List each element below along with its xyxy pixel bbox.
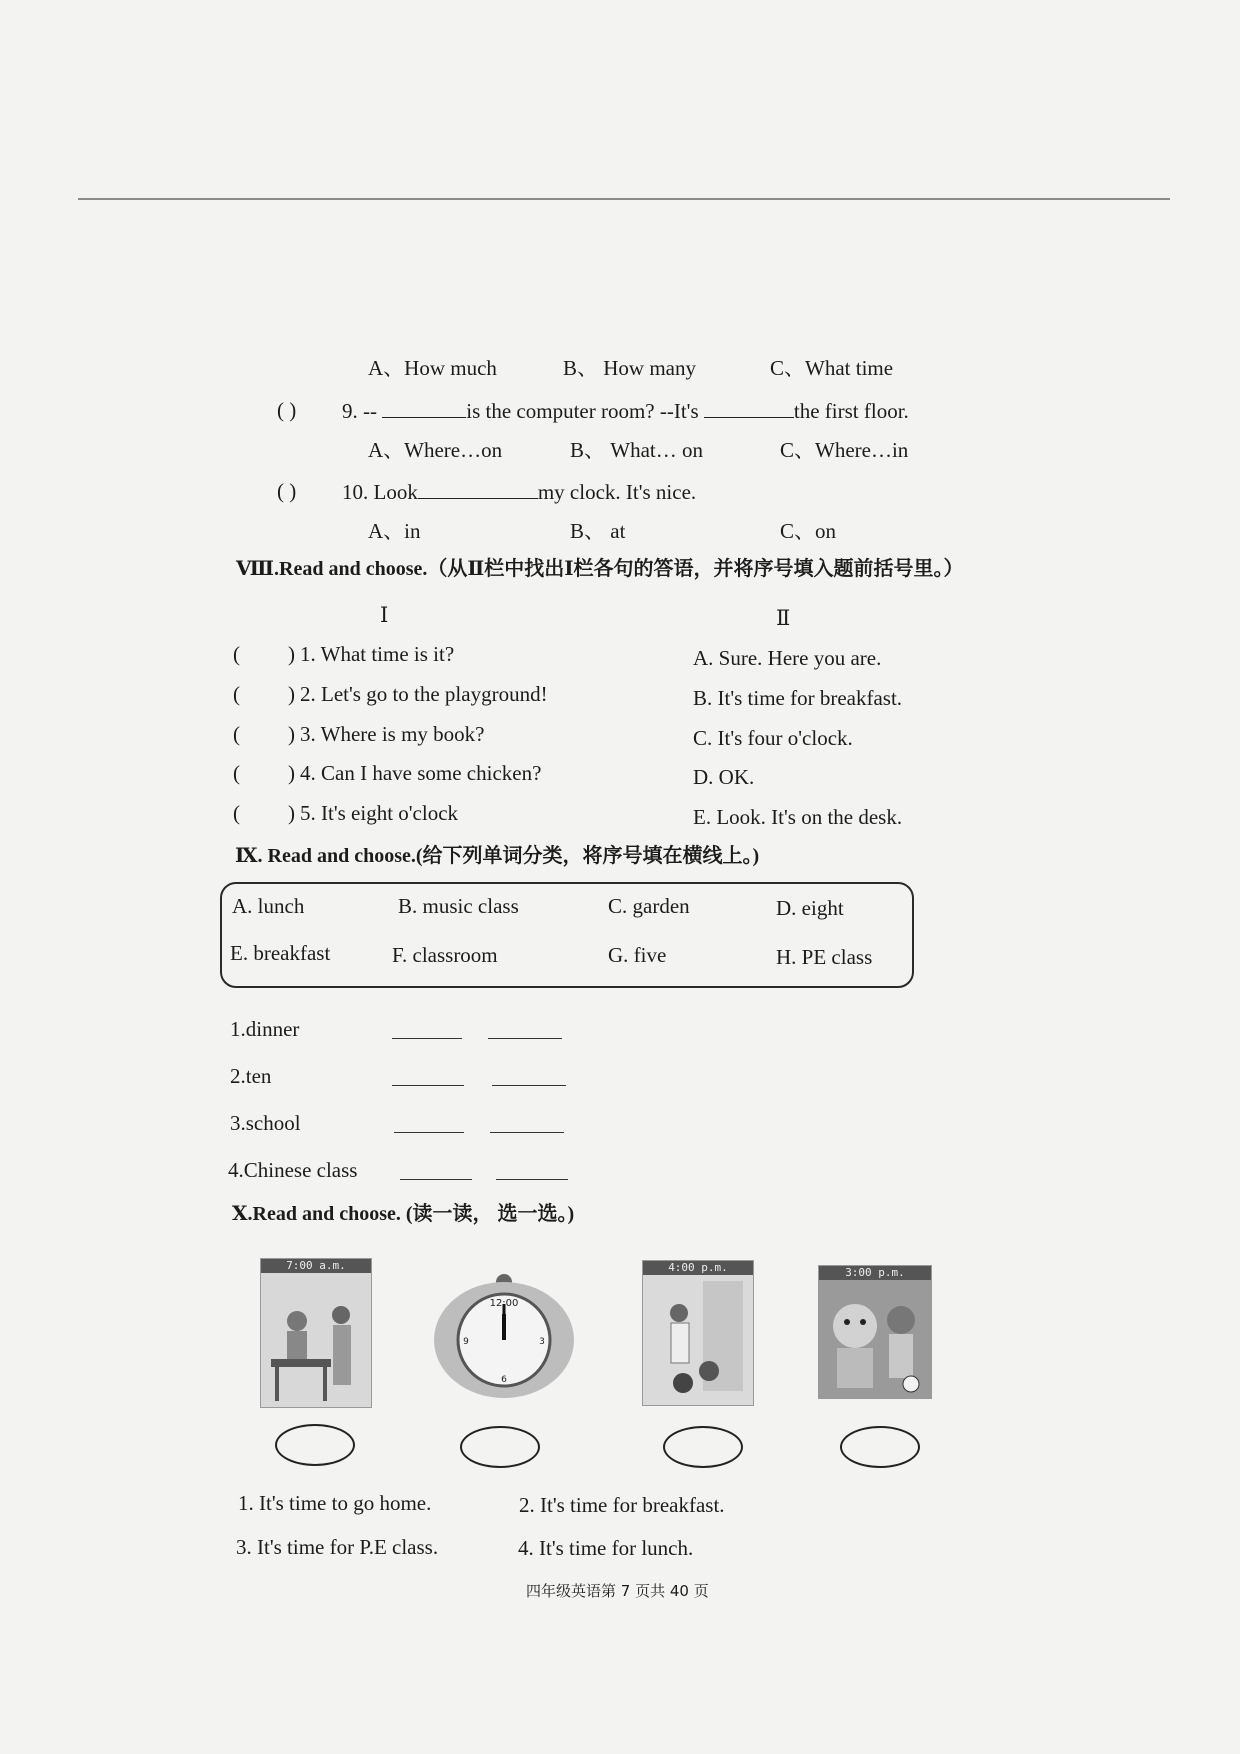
s8-q3-paren-close: ) bbox=[288, 722, 295, 746]
going-home-scene-icon bbox=[643, 1261, 753, 1405]
word-b: B. music class bbox=[398, 894, 519, 918]
picture-3 bbox=[642, 1260, 754, 1406]
category-3-label: 3.school bbox=[230, 1111, 301, 1135]
category-2-blank-1[interactable] bbox=[392, 1085, 464, 1086]
word-d: D. eight bbox=[776, 896, 844, 920]
word-h: H. PE class bbox=[776, 945, 873, 969]
pe-class-scene-icon bbox=[819, 1266, 931, 1398]
s8-q4-paren-close: ) bbox=[288, 761, 295, 785]
category-1-label: 1.dinner bbox=[230, 1017, 300, 1041]
word-c: C. garden bbox=[608, 894, 690, 918]
category-4-label: 4.Chinese class bbox=[228, 1158, 358, 1182]
q9-blank-1[interactable] bbox=[382, 397, 466, 418]
s8-answer-a: A. Sure. Here you are. bbox=[693, 646, 882, 670]
section-8-title: Ⅷ.Read and choose.（从Ⅱ栏中找出Ⅰ栏各句的答语，并将序号填入题前括号里。） bbox=[236, 558, 964, 580]
q9-mid: is the computer room? --It's bbox=[466, 399, 699, 423]
sentence-3: 3. It's time for P.E class. bbox=[236, 1535, 439, 1559]
svg-text:3: 3 bbox=[539, 1337, 545, 1347]
q10-pre: 10. Look bbox=[342, 480, 418, 504]
s8-q5-text: 5. It's eight o'clock bbox=[300, 801, 459, 825]
q10-post: my clock. It's nice. bbox=[537, 480, 697, 504]
picture-4-time-label: 3:00 p.m. bbox=[819, 1266, 931, 1280]
q9-option-b: B、 What… on bbox=[570, 438, 703, 462]
category-3-blank-1[interactable] bbox=[394, 1132, 464, 1133]
s8-answer-c: C. It's four o'clock. bbox=[693, 726, 853, 750]
q9-stem bbox=[342, 397, 909, 424]
s8-q1-paren-close: ) bbox=[288, 642, 295, 666]
picture-3-answer-oval[interactable] bbox=[663, 1426, 743, 1468]
q10-option-b: B、 at bbox=[570, 519, 626, 543]
s8-q3-text: 3. Where is my book? bbox=[300, 722, 485, 746]
picture-2 bbox=[430, 1270, 578, 1400]
s8-q2-paren-close: ) bbox=[288, 682, 295, 706]
clock-icon bbox=[430, 1270, 578, 1400]
breakfast-scene-icon bbox=[261, 1259, 371, 1407]
s8-q3-paren-open[interactable]: ( bbox=[233, 722, 240, 746]
section-8-col1-header: Ⅰ bbox=[380, 603, 389, 627]
word-g: G. five bbox=[608, 943, 667, 967]
category-2-label: 2.ten bbox=[230, 1064, 272, 1088]
picture-2-answer-oval[interactable] bbox=[460, 1426, 540, 1468]
sentence-1: 1. It's time to go home. bbox=[238, 1491, 432, 1515]
q10-option-c: C、on bbox=[780, 519, 837, 543]
header-rule bbox=[78, 198, 1170, 200]
q9-pre: 9. -- bbox=[342, 399, 377, 423]
s8-q4-paren-open[interactable]: ( bbox=[233, 761, 240, 785]
q9-option-c: C、Where…in bbox=[780, 438, 909, 462]
section-10-title: Ⅹ.Read and choose. (读一读， 选一选。) bbox=[232, 1203, 575, 1225]
picture-4-answer-oval[interactable] bbox=[840, 1426, 920, 1468]
picture-3-time-label: 4:00 p.m. bbox=[643, 1261, 753, 1275]
category-1-blank-2[interactable] bbox=[488, 1038, 562, 1039]
q10-answer-paren[interactable]: ( ) bbox=[277, 479, 297, 503]
s8-answer-e: E. Look. It's on the desk. bbox=[693, 805, 903, 829]
q10-option-a: A、in bbox=[368, 519, 421, 543]
svg-text:9: 9 bbox=[463, 1337, 469, 1347]
word-f: F. classroom bbox=[392, 943, 498, 967]
picture-1-time-label: 7:00 a.m. bbox=[261, 1259, 371, 1273]
q10-stem bbox=[342, 478, 696, 505]
s8-q5-paren-close: ) bbox=[288, 801, 295, 825]
category-2-blank-2[interactable] bbox=[492, 1085, 566, 1086]
q9-option-a: A、Where…on bbox=[368, 438, 503, 462]
word-e: E. breakfast bbox=[230, 941, 331, 965]
category-4-blank-2[interactable] bbox=[496, 1179, 568, 1180]
sentence-2: 2. It's time for breakfast. bbox=[519, 1493, 725, 1517]
page-footer: 四年级英语第 7 页共 40 页 bbox=[526, 1582, 709, 1600]
section-8-col2-header: Ⅱ bbox=[776, 606, 791, 630]
svg-text:6: 6 bbox=[501, 1375, 507, 1385]
s8-q2-paren-open[interactable]: ( bbox=[233, 682, 240, 706]
q9-post: the first floor. bbox=[793, 399, 909, 423]
sentence-4: 4. It's time for lunch. bbox=[518, 1536, 694, 1560]
s8-answer-d: D. OK. bbox=[693, 765, 755, 789]
word-a: A. lunch bbox=[232, 894, 305, 918]
q8-option-a: A、How much bbox=[368, 356, 497, 380]
s8-answer-b: B. It's time for breakfast. bbox=[693, 686, 903, 710]
picture-1-answer-oval[interactable] bbox=[275, 1424, 355, 1466]
category-4-blank-1[interactable] bbox=[400, 1179, 472, 1180]
q9-answer-paren[interactable]: ( ) bbox=[277, 398, 297, 422]
s8-q1-text: 1. What time is it? bbox=[300, 642, 455, 666]
category-3-blank-2[interactable] bbox=[490, 1132, 564, 1133]
section-9-title: Ⅸ. Read and choose.(给下列单词分类，将序号填在横线上。) bbox=[235, 845, 760, 867]
q8-option-b: B、 How many bbox=[563, 356, 696, 380]
s8-q2-text: 2. Let's go to the playground! bbox=[300, 682, 548, 706]
s8-q1-paren-open[interactable]: ( bbox=[233, 642, 240, 666]
category-1-blank-1[interactable] bbox=[392, 1038, 462, 1039]
q10-blank[interactable] bbox=[418, 478, 538, 499]
s8-q5-paren-open[interactable]: ( bbox=[233, 801, 240, 825]
q9-blank-2[interactable] bbox=[704, 397, 794, 418]
q8-option-c: C、What time bbox=[770, 356, 894, 380]
picture-1 bbox=[260, 1258, 372, 1408]
picture-4 bbox=[818, 1265, 932, 1399]
s8-q4-text: 4. Can I have some chicken? bbox=[300, 761, 542, 785]
clock-hour-12: 12:00 bbox=[489, 1298, 519, 1309]
